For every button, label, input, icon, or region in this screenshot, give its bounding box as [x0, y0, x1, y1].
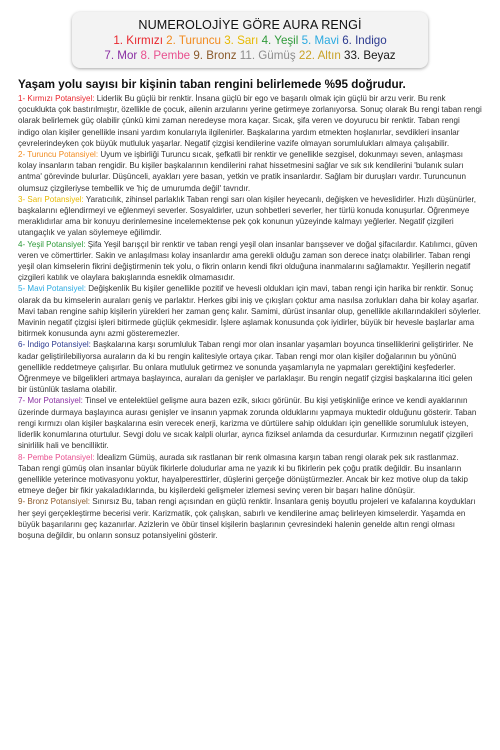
section-6-text: Başkalarına karşı sorumluluk Taban rengi mor olan insanlar yaşamları boyunca tinselliklerini geliştirirler. Ne kadar geliştirilebiliyorsa auraların da ki bu rengin kalitesiyle ortaya çıkar. Taban rengi mor olan kişiler doğalarının bu yönünü genellikle reddetmeye çalışırlar. Bu onlara mutluluk getirmez ve sonunda yaşamlarıyla ne yapmaları gerektiğini keşfederler. Öğrenmeye ve bilgelikleri artmaya başlayınca, auraları da genişler ve parlaklaşır. Bu rengin negatif çizgisi başkalarına itici gelen bir üstünlük taslama olabilir.	[18, 340, 474, 395]
section-4-green	[18, 239, 482, 284]
section-9-label: 9- Bronz Potansiyel:	[18, 497, 91, 507]
section-5-label: 5- Mavi Potansiyel:	[18, 284, 86, 294]
color-line-1	[80, 33, 420, 48]
section-8-label: 8- Pembe Potansiyel:	[18, 452, 95, 462]
color-1-red: 1. Kırmızı	[113, 34, 163, 47]
section-5-text: Değişkenlik Bu kişiler genellikle pozitif ve hevesli oldukları için mavi, taban rengi için harika bir renktir. Sonuç olarak da bu kimselerin auraları geniş ve parlaktır. Herkes gibi iniş ve çıkışları çoktur ama nasılsa zorlukları daha bir kolay aşarlar. Mavi taban rengine sahip kişilerin yürekleri her zaman genç kalır. Samimi, dürüst insanlar olup, genellikle akıllarındakileri söylerler. Mavinin negatif çizgisi işleri bitirmede güçlük çekmesidir. İşlere aşlamak konusunda çok iyidirler, büyük bir hevesle başlarlar ama bitirmek konusunda aynı azmi gösteremezler.	[18, 284, 481, 339]
section-5-blue	[18, 283, 482, 339]
color-5-blue: 5. Mavi	[301, 34, 339, 47]
color-22-gold: 22. Altın	[298, 49, 341, 62]
section-7-text: Tinsel ve entelektüel gelişme aura bazen ezik, sıkıcı görünür. Bu kişi yetişkinliğe erince ve kendi ayaklarının üzerinde durmaya başlayınca aurası genişler ve insanın yapmak zorunda olduklarını yapmaya muktedir olduğunu gösterir. Taban rengi kırmızı olan kişiler başkalarına esin verecek enerji, karizma ve dürtülere sahip oldukları için genellikle sorumluluk isteyen, liderlik konumlarına oturtulur. Sevgi dolu ve sıcak kalpli olurlar, ayrıca fiziksel anlamda da cesurdurlar. Kırmızının negatif çizgileri sinirlilik hali ve bencilliktir.	[18, 396, 477, 451]
section-9-text: Sınırsız Bu, taban rengi açısından en güçlü renktir. İnsanlara geniş boyutlu projeleri ve kafalarına koydukları her şeyi gerçekleştirme becerisi verir. Karizmatik, çok çalışkan, sabırlı ve kendilerine amaç belirleyen kimselerdir. Yaşamda en büyük başarılarını geç kazanırlar. Azizlerin ve öbür tinsel kişilerin başlarının çevresindeki halenin genelde altın rengi olması boşuna değildir, bu onların sonsuz potansiyelini gösterir.	[18, 497, 476, 540]
header-card	[72, 12, 428, 68]
section-3-text: Yaratıcılık, zihinsel parlaklık Taban rengi sarı olan kişiler heyecanlı, değişken ve heveslidirler. Hızlı düşünürler, başkalarını eğlendirmeyi ve eğlenmeyi severler. Sosyaldirler, uzun sohbetleri severler, her türlü konuda konuşurlar. Öğrenmeye meraklıdırlar ama bir konuyu derinlemesine incelemektense pek çok konunun yüzeyinde kalmayı yeğlerler. Negatif çizgileri utangaçlık ve yalan söylemeye eğilimdir.	[18, 194, 477, 238]
color-33-white: 33. Beyaz	[344, 49, 396, 62]
body-text	[18, 93, 482, 541]
section-2-text: Uyum ve işbirliği Turuncu sıcak, şefkatli bir renktir ve genellikle sezgisel, dokunmayı seven, anlaşması kolay insanların taban rengidir. Bu kişiler başkalarının kendilerini rahat hissetmesini sağlar ve sık sık kendilerini 'bulanık suları antma' görevinde bulurlar. Düşünceli, ayakları yere basan, yetkin ve pratik insanlardır. Sağlam bir duruşları vardır. Turuncunun olumsuz çizgileriyse tembellik ve 'hiç de umurumda değil' tavrıdır.	[18, 150, 466, 193]
section-1-red	[18, 93, 482, 149]
color-line-2	[80, 48, 420, 63]
section-2-orange	[18, 149, 482, 194]
section-4-label: 4- Yeşil Potansiyel:	[18, 239, 86, 249]
section-6-indigo	[18, 339, 482, 395]
section-6-label: 6- İndigo Potansiyel:	[18, 340, 91, 350]
header-title: NUMEROLOJİYE GÖRE AURA RENGİ	[138, 18, 362, 32]
headline: Yaşam yolu sayısı bir kişinin taban rengini belirlemede %95 doğrudur.	[18, 78, 406, 91]
color-3-yellow: 3. Sarı	[224, 34, 259, 47]
section-8-text: İdealizm Gümüş, aurada sık rastlanan bir renk olmasına karşın taban rengi olarak pek sık rastlanmaz. Taban rengi gümüş olan insanlar büyük fikirlerle doludurlar ama ne yazık ki bu fikirlerin pek çoğu pratik değildir. Bu insanların genellikle yeterince motivasyonu yoktur, hayalperesttirler, düşlerini gerçeğe dönüştürmezler. Ancak bir kez motive olup da takip etmeye değer bir fikir yakaladıklarında, bu kişilerdeki gelişmeler izlemesi sevinç veren bir başarı haline dönüşür.	[18, 452, 468, 496]
section-1-text: Liderlik Bu güçlü bir renktir. İnsana güçlü bir ego ve başarılı olmak için güçlü bir arzu verir. Bu renk çocuklukta çok bastırılmıştır, özellikle de çocuk, ailenin arzularını yerine getirmeye zorlanıyorsa. Sonuç olarak Bu rengi taban rengi olarak belirlemek güç olabilir çünkü kimi zaman neredeyse mora kaçar. Sıcak, şifa veren ve doyurucu bir renktir. Taban rengi indigo olan kişiler genellikle insani yardım konularıyla ilgilenirler. Başkalarına yardım etmekten hoşlanırlar, sevdikleri insanlar çevrelerindeyken çok büyük mutluluk yaşarlar. Negatif çizgisi kendilerine vazife olmayan sorumlulukları almaya çalışabilir.	[18, 94, 482, 148]
section-1-label: 1- Kırmızı Potansiyel:	[18, 94, 95, 103]
section-2-label: 2- Turuncu Potansiyel:	[18, 150, 99, 160]
section-3-label: 3- Sarı Potansiyel:	[18, 194, 84, 204]
section-9-bronze	[18, 496, 482, 541]
color-2-orange: 2. Turuncu	[166, 34, 221, 47]
section-7-label: 7- Mor Potansiyel:	[18, 396, 83, 406]
color-9-bronze: 9. Bronz	[193, 49, 237, 62]
color-6-indigo: 6. Indigo	[342, 34, 387, 47]
section-7-purple	[18, 395, 482, 451]
color-11-silver: 11. Gümüş	[239, 49, 296, 62]
section-4-text: Şifa Yeşil barışçıl bir renktir ve taban rengi yeşil olan insanlar barışsever ve doğal şifacılardır. Katılımcı, güven veren ve cömerttirler. Sakin ve anlaşılması kolay insanlardır ama gerekli olduğu zaman son derece inatçı olabilirler. Taban rengi yeşil olan kimselerin fikrini değiştirmenin tek yolu, o fikrin onların kendi fikri olduğuna inanmalarını sağlamaktır. Yeşillerin negatif çizgileri katılık ve olaylara bakışlarında esneklik olmamasıdır.	[18, 239, 478, 283]
section-3-yellow	[18, 194, 482, 239]
section-8-pink	[18, 452, 482, 497]
color-7-purple: 7. Mor	[104, 49, 138, 62]
color-8-pink: 8. Pembe	[140, 49, 191, 62]
color-4-green: 4. Yeşil	[261, 34, 299, 47]
